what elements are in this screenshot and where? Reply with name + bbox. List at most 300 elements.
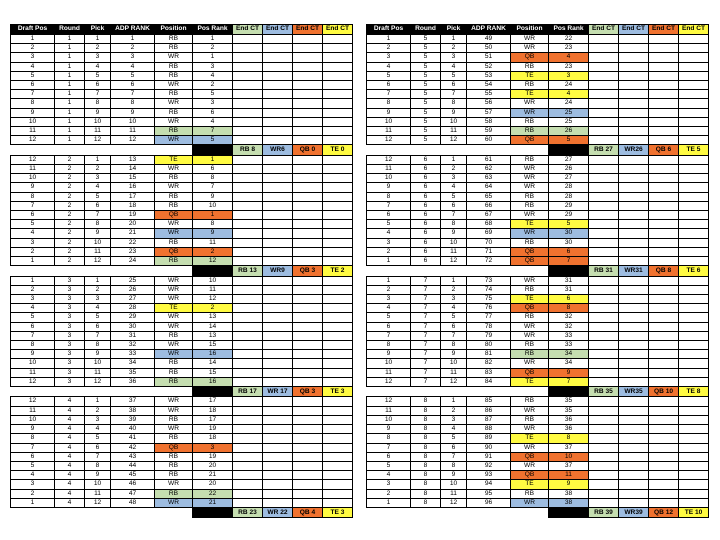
adp-rank-cell: 83 [467, 368, 511, 377]
end-ct-cell [323, 276, 353, 285]
summary-spacer [441, 387, 467, 397]
summary-spacer [367, 145, 411, 155]
round-cell: 3 [55, 313, 85, 322]
pos-rank-cell: 14 [193, 359, 233, 368]
pos-rank-cell: 7 [193, 183, 233, 192]
pick-cell: 1 [85, 155, 111, 164]
summary-spacer [511, 507, 549, 517]
position-cell: RB [155, 257, 193, 266]
end-ct-cell [649, 247, 679, 256]
pick-cell: 12 [85, 377, 111, 386]
draft-pos-cell: 6 [11, 452, 55, 461]
end-ct-cell [263, 211, 293, 220]
end-ct-cell [323, 220, 353, 229]
pos-rank-cell: 11 [549, 471, 589, 480]
pos-rank-cell: 5 [549, 136, 589, 145]
pick-cell: 10 [85, 117, 111, 126]
end-ct-cell [589, 397, 619, 406]
end-ct-cell [293, 443, 323, 452]
position-cell: WR [155, 276, 193, 285]
end-ct-cell [293, 322, 323, 331]
draft-pos-cell: 10 [367, 117, 411, 126]
end-ct-cell [263, 434, 293, 443]
pos-rank-cell: 13 [193, 313, 233, 322]
pick-cell: 7 [441, 452, 467, 461]
adp-rank-cell: 41 [111, 434, 155, 443]
end-ct-cell [649, 211, 679, 220]
round-cell: 8 [411, 489, 441, 498]
end-ct-cell [293, 285, 323, 294]
pick-cell: 7 [85, 452, 111, 461]
end-ct-cell [619, 165, 649, 174]
end-ct-cell [619, 341, 649, 350]
position-cell: WR [155, 406, 193, 415]
position-cell: QB [511, 136, 549, 145]
summary-spacer [367, 266, 411, 276]
end-ct-cell [233, 498, 263, 507]
adp-rank-cell: 19 [111, 211, 155, 220]
end-ct-cell [649, 192, 679, 201]
end-ct-cell [323, 155, 353, 164]
end-ct-cell [619, 304, 649, 313]
end-ct-cell [679, 62, 709, 71]
summary-spacer [155, 507, 193, 517]
draft-pos-cell: 4 [367, 62, 411, 71]
pick-cell: 6 [441, 443, 467, 452]
round-cell: 8 [411, 443, 441, 452]
draft-pos-cell: 10 [367, 174, 411, 183]
pos-rank-cell: 22 [549, 35, 589, 44]
end-ct-cell [233, 480, 263, 489]
draft-pos-cell: 12 [367, 136, 411, 145]
end-ct-cell [649, 443, 679, 452]
table-row [367, 498, 709, 507]
end-ct-cell [233, 238, 263, 247]
table-row [11, 480, 353, 489]
end-ct-cell [323, 35, 353, 44]
table-row [11, 443, 353, 452]
adp-rank-cell: 74 [467, 285, 511, 294]
round-cell: 6 [411, 247, 441, 256]
round-cell: 8 [411, 425, 441, 434]
summary-spacer [85, 145, 111, 155]
end-ct-cell [293, 257, 323, 266]
end-ct-cell [323, 90, 353, 99]
summary-count-te: TE 8 [679, 387, 709, 397]
end-ct-cell [263, 165, 293, 174]
summary-spacer [511, 266, 549, 276]
position-cell: RB [511, 285, 549, 294]
adp-rank-cell: 96 [467, 498, 511, 507]
table-row [11, 201, 353, 210]
position-cell: QB [511, 368, 549, 377]
summary-spacer [11, 507, 55, 517]
position-cell: WR [511, 498, 549, 507]
end-ct-cell [649, 117, 679, 126]
draft-pos-cell: 4 [11, 62, 55, 71]
table-row [367, 127, 709, 136]
end-ct-cell [233, 90, 263, 99]
position-header: Position [511, 25, 549, 35]
end-ct-cell [619, 35, 649, 44]
table-row [11, 90, 353, 99]
pick-cell: 2 [441, 406, 467, 415]
pick-cell: 11 [85, 247, 111, 256]
end-ct-cell [589, 434, 619, 443]
pos-rank-cell: 6 [549, 295, 589, 304]
pos-rank-cell: 27 [549, 155, 589, 164]
end-ct-cell [323, 183, 353, 192]
end-ct-cell [619, 415, 649, 424]
round-cell: 7 [411, 359, 441, 368]
draft-pos-cell: 12 [11, 136, 55, 145]
table-row [11, 377, 353, 386]
end-ct-cell [619, 406, 649, 415]
pick-cell: 3 [85, 53, 111, 62]
end-ct-cell [589, 322, 619, 331]
pick-cell: 1 [441, 276, 467, 285]
pick-cell: 9 [441, 229, 467, 238]
round-cell: 1 [55, 53, 85, 62]
end-ct-cell [323, 117, 353, 126]
round-cell: 5 [411, 35, 441, 44]
end-ct-cell [679, 35, 709, 44]
round-cell: 3 [55, 322, 85, 331]
table-row [367, 247, 709, 256]
draft-pos-cell: 12 [367, 377, 411, 386]
end-ct-cell [323, 359, 353, 368]
summary-count-qb: QB 3 [293, 387, 323, 397]
adp-rank-cell: 35 [111, 368, 155, 377]
pos-rank-cell: 1 [193, 155, 233, 164]
end-ct-cell [293, 192, 323, 201]
table-row [367, 425, 709, 434]
pick-cell: 2 [441, 165, 467, 174]
end-ct-cell [323, 480, 353, 489]
pick-cell: 6 [85, 201, 111, 210]
pos-rank-cell: 6 [549, 247, 589, 256]
end-ct-cell [589, 350, 619, 359]
pick-cell: 8 [441, 99, 467, 108]
draft-pos-cell: 6 [367, 452, 411, 461]
end-ct-cell [263, 295, 293, 304]
draft-pos-cell: 9 [11, 108, 55, 117]
adp-rank-cell: 88 [467, 425, 511, 434]
adp-rank-cell: 69 [467, 229, 511, 238]
round-cell: 1 [55, 35, 85, 44]
draft-pos-cell: 1 [11, 35, 55, 44]
pick-cell: 12 [441, 136, 467, 145]
adp-rank-cell: 1 [111, 35, 155, 44]
end-ct-cell [619, 117, 649, 126]
round-cell: 4 [55, 461, 85, 470]
end-ct-cell [589, 183, 619, 192]
draft-pos-cell: 1 [11, 257, 55, 266]
end-ct-cell [589, 285, 619, 294]
round-cell: 8 [411, 434, 441, 443]
end-ct-cell [263, 350, 293, 359]
draft-pos-cell: 11 [367, 165, 411, 174]
position-cell: WR [155, 313, 193, 322]
adp-rank-cell: 87 [467, 415, 511, 424]
draft-pos-cell: 11 [11, 127, 55, 136]
end-ct-header: End CT [323, 25, 353, 35]
draft-pos-header: Draft Pos [367, 25, 411, 35]
position-cell: RB [155, 71, 193, 80]
round-cell: 2 [55, 174, 85, 183]
table-row [367, 276, 709, 285]
pos-rank-cell: 3 [193, 443, 233, 452]
adp-rank-cell: 76 [467, 304, 511, 313]
adp-rank-cell: 39 [111, 415, 155, 424]
pick-cell: 5 [85, 71, 111, 80]
pos-rank-cell: 4 [193, 117, 233, 126]
end-ct-cell [263, 489, 293, 498]
pos-rank-cell: 6 [193, 165, 233, 174]
table-row [367, 322, 709, 331]
round-cell: 2 [55, 192, 85, 201]
summary-spacer [467, 507, 511, 517]
table-row [367, 406, 709, 415]
draft-pos-cell: 7 [11, 443, 55, 452]
position-cell: RB [155, 201, 193, 210]
end-ct-cell [619, 359, 649, 368]
position-cell: RB [155, 35, 193, 44]
end-ct-cell [619, 99, 649, 108]
end-ct-cell [679, 174, 709, 183]
round-header: Round [411, 25, 441, 35]
end-ct-cell [619, 461, 649, 470]
position-cell: RB [155, 127, 193, 136]
position-cell: TE [511, 377, 549, 386]
round-summary-row [367, 507, 709, 517]
end-ct-cell [293, 35, 323, 44]
draft-pos-cell: 9 [11, 350, 55, 359]
round-cell: 2 [55, 201, 85, 210]
end-ct-cell [679, 350, 709, 359]
end-ct-cell [323, 461, 353, 470]
pick-cell: 9 [441, 350, 467, 359]
end-ct-cell [679, 313, 709, 322]
pos-rank-cell: 11 [193, 238, 233, 247]
table-row [11, 331, 353, 340]
pos-rank-cell: 28 [549, 192, 589, 201]
draft-pos-cell: 9 [11, 183, 55, 192]
end-ct-cell [589, 53, 619, 62]
pos-rank-cell: 34 [549, 359, 589, 368]
adp-rank-cell: 50 [467, 44, 511, 53]
end-ct-cell [619, 377, 649, 386]
position-cell: WR [155, 322, 193, 331]
end-ct-cell [589, 461, 619, 470]
end-ct-cell [323, 174, 353, 183]
table-row [367, 341, 709, 350]
summary-spacer [411, 387, 441, 397]
summary-count-te: TE 3 [323, 507, 353, 517]
end-ct-cell [323, 434, 353, 443]
pick-cell: 3 [441, 53, 467, 62]
end-ct-cell [323, 127, 353, 136]
position-cell: RB [511, 201, 549, 210]
end-ct-cell [649, 201, 679, 210]
draft-pos-cell: 11 [367, 368, 411, 377]
end-ct-cell [293, 62, 323, 71]
end-ct-cell [263, 443, 293, 452]
pick-cell: 8 [441, 341, 467, 350]
end-ct-cell [263, 313, 293, 322]
end-ct-cell [589, 99, 619, 108]
table-row [11, 304, 353, 313]
end-ct-cell [293, 359, 323, 368]
adp-rank-cell: 34 [111, 359, 155, 368]
adp-rank-cell: 51 [467, 53, 511, 62]
end-ct-cell [589, 62, 619, 71]
draft-pos-cell: 2 [11, 285, 55, 294]
adp-rank-cell: 44 [111, 461, 155, 470]
end-ct-cell [233, 397, 263, 406]
position-cell: QB [155, 211, 193, 220]
draft-pos-cell: 2 [367, 489, 411, 498]
round-cell: 5 [411, 62, 441, 71]
pick-cell: 1 [85, 276, 111, 285]
end-ct-cell [323, 201, 353, 210]
table-row [367, 285, 709, 294]
adp-rank-cell: 42 [111, 443, 155, 452]
adp-rank-cell: 68 [467, 220, 511, 229]
summary-count-rb: RB 35 [589, 387, 619, 397]
draft-pos-cell: 3 [11, 480, 55, 489]
table-row [11, 341, 353, 350]
end-ct-cell [619, 136, 649, 145]
end-ct-cell [649, 295, 679, 304]
round-summary-row [11, 266, 353, 276]
end-ct-cell [233, 108, 263, 117]
table-row [11, 238, 353, 247]
position-cell: TE [511, 71, 549, 80]
draft-pos-cell: 2 [11, 247, 55, 256]
end-ct-cell [263, 62, 293, 71]
adp-rank-cell: 17 [111, 192, 155, 201]
end-ct-cell [233, 165, 263, 174]
table-row [367, 238, 709, 247]
pos-rank-cell: 37 [549, 443, 589, 452]
round-cell: 4 [55, 434, 85, 443]
summary-count-wr: WR6 [263, 145, 293, 155]
summary-spacer [367, 507, 411, 517]
end-ct-cell [293, 295, 323, 304]
adp-rank-cell: 89 [467, 434, 511, 443]
end-ct-cell [589, 480, 619, 489]
end-ct-cell [323, 415, 353, 424]
end-ct-cell [233, 71, 263, 80]
end-ct-cell [323, 471, 353, 480]
table-row [367, 155, 709, 164]
adp-rank-cell: 9 [111, 108, 155, 117]
adp-rank-cell: 80 [467, 341, 511, 350]
round-cell: 5 [411, 117, 441, 126]
end-ct-cell [233, 81, 263, 90]
summary-spacer [549, 145, 589, 155]
end-ct-cell [679, 155, 709, 164]
draft-pos-cell: 3 [11, 238, 55, 247]
end-ct-cell [619, 127, 649, 136]
draft-pos-cell: 8 [11, 192, 55, 201]
position-cell: RB [511, 81, 549, 90]
round-cell: 1 [55, 81, 85, 90]
position-cell: QB [511, 471, 549, 480]
end-ct-cell [649, 44, 679, 53]
end-ct-cell [293, 99, 323, 108]
position-cell: WR [511, 44, 549, 53]
pick-cell: 1 [441, 155, 467, 164]
table-row [11, 71, 353, 80]
round-summary-row [367, 145, 709, 155]
adp-rank-cell: 59 [467, 127, 511, 136]
adp-rank-cell: 16 [111, 183, 155, 192]
end-ct-cell [679, 368, 709, 377]
table-row [11, 471, 353, 480]
round-cell: 7 [411, 304, 441, 313]
adp-rank-cell: 20 [111, 220, 155, 229]
draft-pos-cell: 7 [367, 331, 411, 340]
end-ct-cell [293, 350, 323, 359]
adp-rank-cell: 21 [111, 229, 155, 238]
end-ct-cell [619, 452, 649, 461]
round-summary-row [11, 507, 353, 517]
draft-pos-cell: 5 [367, 71, 411, 80]
end-ct-cell [619, 322, 649, 331]
position-cell: RB [511, 62, 549, 71]
pick-cell: 1 [85, 35, 111, 44]
pick-cell: 4 [441, 183, 467, 192]
end-ct-cell [323, 62, 353, 71]
end-ct-cell [233, 257, 263, 266]
round-summary-row [367, 387, 709, 397]
pos-rank-cell: 5 [549, 220, 589, 229]
round-cell: 8 [411, 461, 441, 470]
summary-count-rb: RB 17 [233, 387, 263, 397]
adp-rank-cell: 93 [467, 471, 511, 480]
summary-spacer [85, 507, 111, 517]
table-row [367, 35, 709, 44]
pick-cell: 12 [441, 257, 467, 266]
end-ct-cell [589, 331, 619, 340]
round-cell: 1 [55, 44, 85, 53]
end-ct-cell [233, 350, 263, 359]
summary-spacer [155, 145, 193, 155]
end-ct-cell [233, 192, 263, 201]
pick-cell: 1 [441, 35, 467, 44]
pick-cell: 10 [441, 359, 467, 368]
draft-table-right [366, 24, 709, 518]
end-ct-cell [649, 90, 679, 99]
round-cell: 8 [411, 498, 441, 507]
end-ct-cell [323, 368, 353, 377]
position-cell: RB [155, 62, 193, 71]
end-ct-cell [589, 498, 619, 507]
position-header: Position [155, 25, 193, 35]
end-ct-cell [649, 220, 679, 229]
round-cell: 5 [411, 53, 441, 62]
position-cell: RB [155, 90, 193, 99]
end-ct-cell [649, 406, 679, 415]
position-cell: WR [155, 229, 193, 238]
summary-spacer [111, 145, 155, 155]
pos-rank-cell: 19 [193, 452, 233, 461]
summary-count-te: TE 0 [323, 145, 353, 155]
pick-cell: 12 [441, 498, 467, 507]
end-ct-cell [679, 136, 709, 145]
